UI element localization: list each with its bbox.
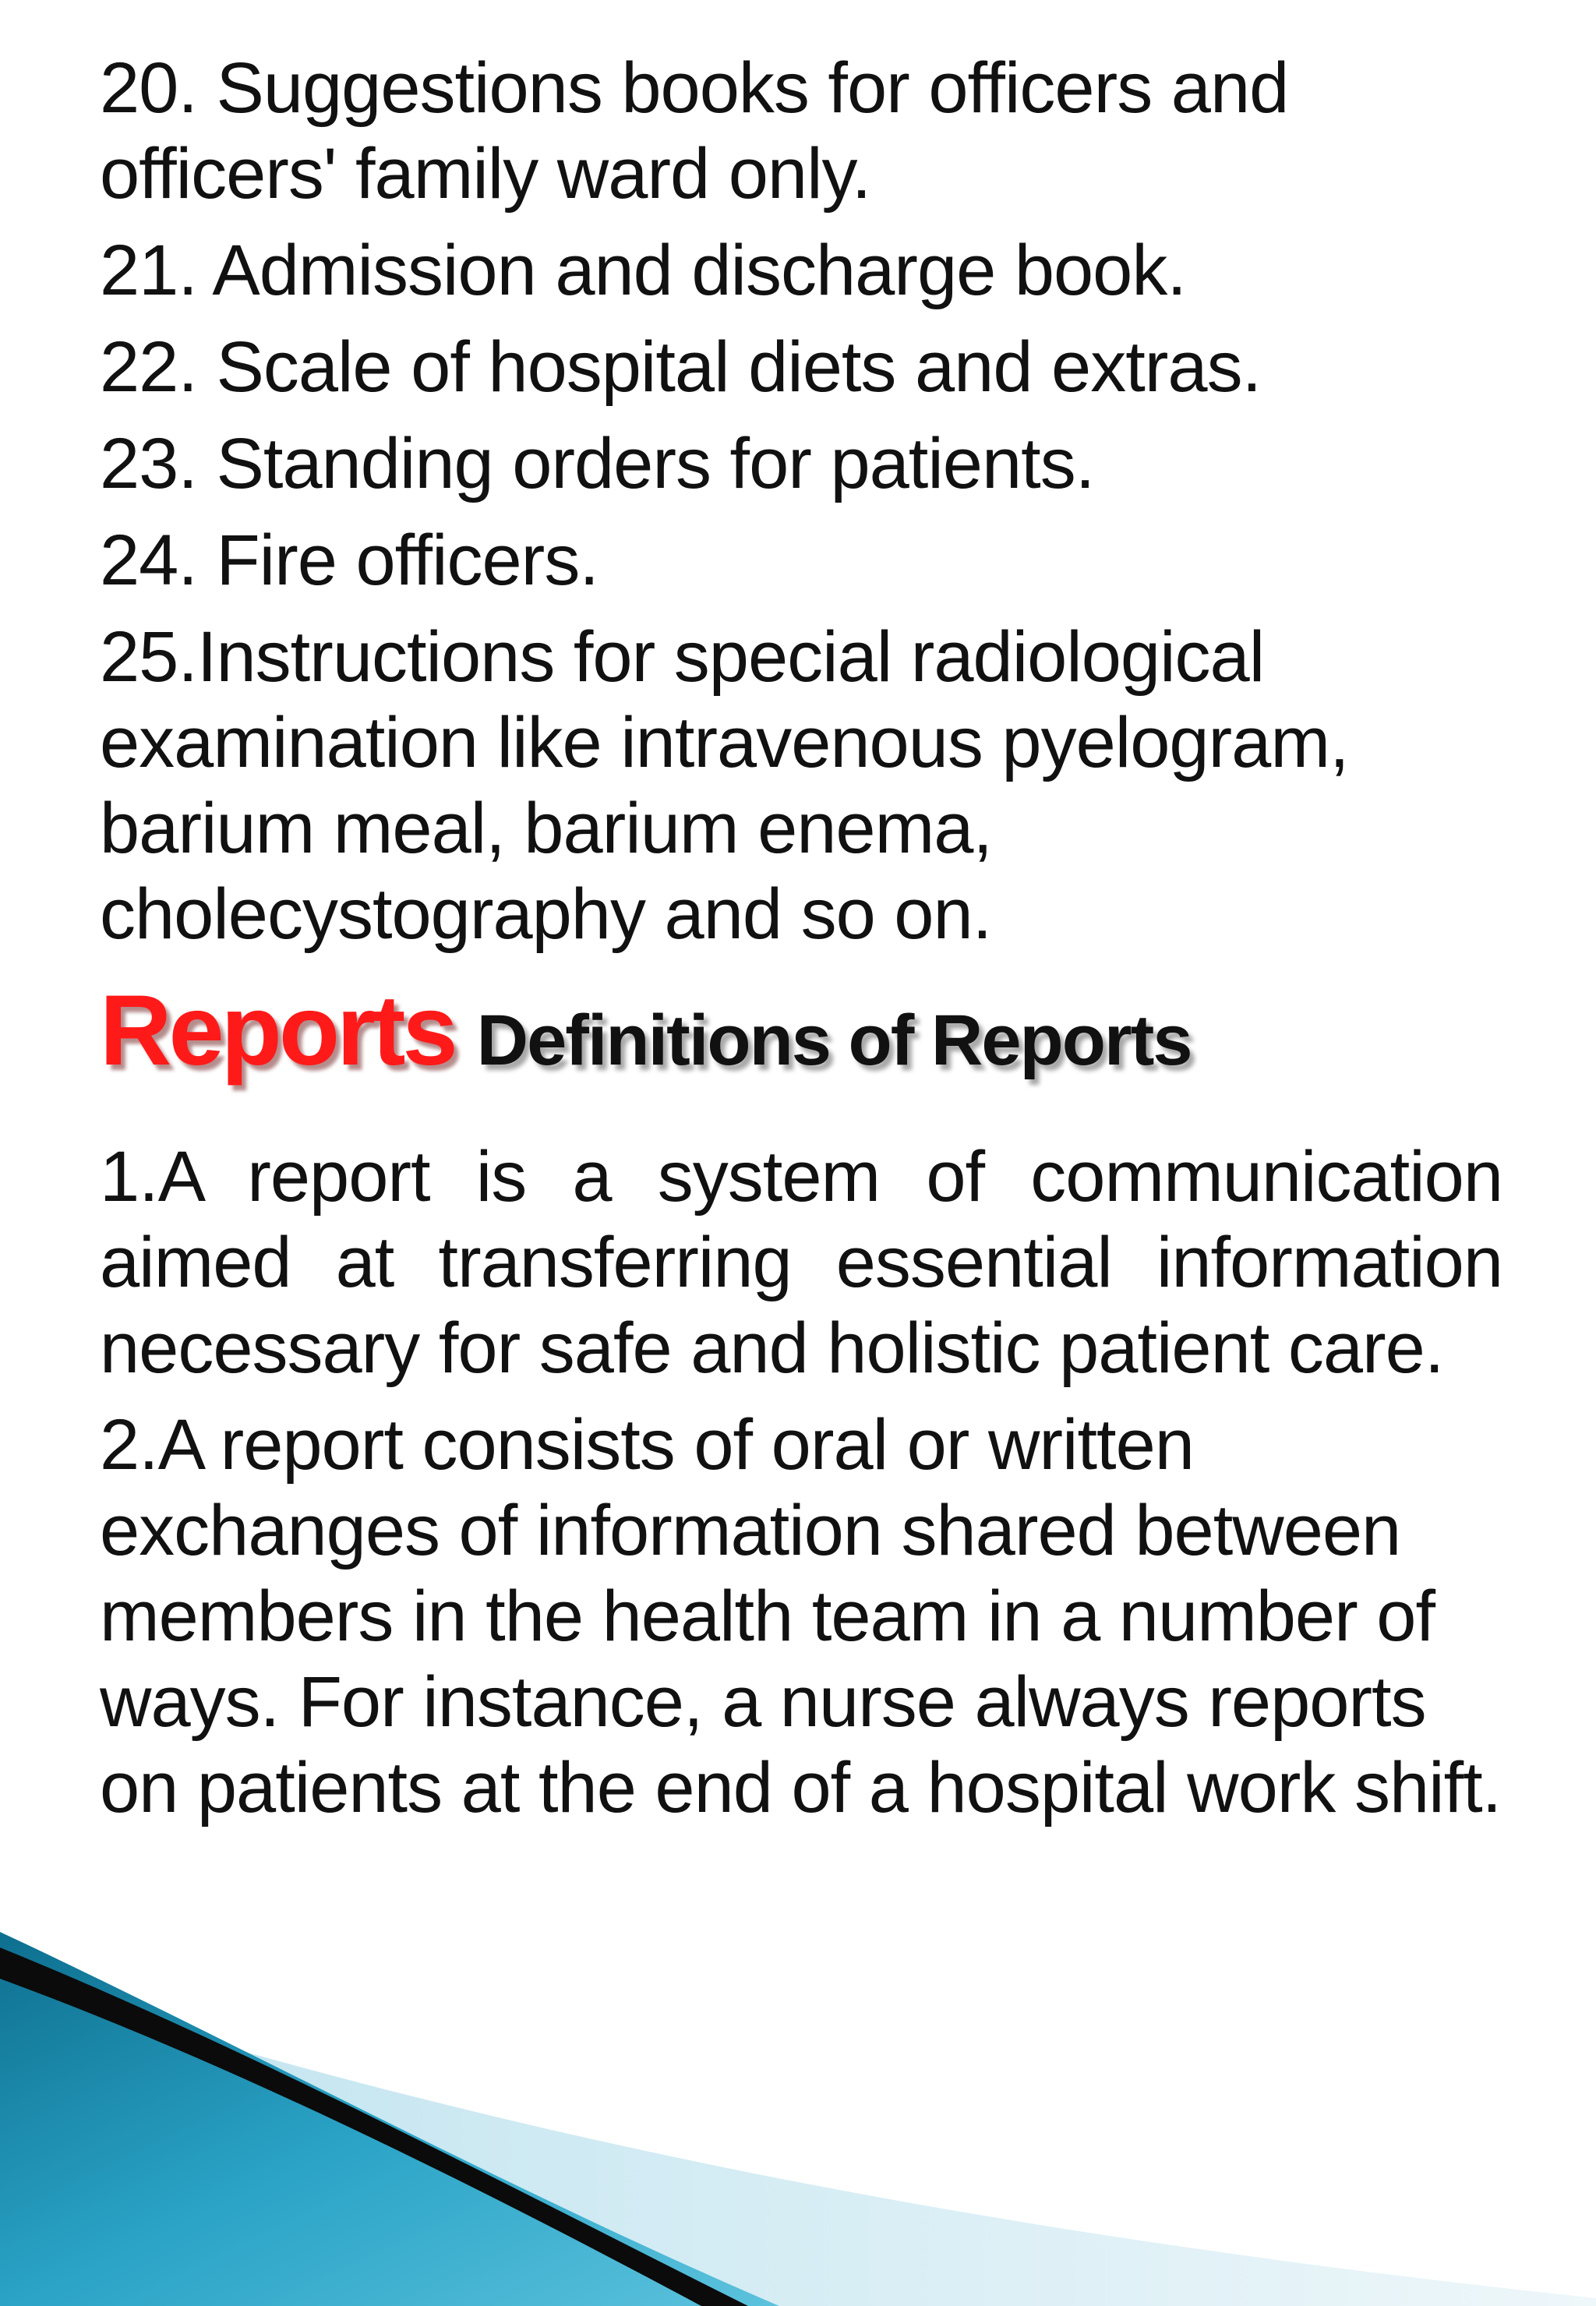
list-item-23: 23. Standing orders for patients. bbox=[100, 424, 1095, 503]
definition-1: 1.A report is a system of communication aimed at transferring essential information necessary for safe and holistic patient care. bbox=[100, 1137, 1502, 1388]
list-item-22: 22. Scale of hospital diets and extras. bbox=[100, 327, 1262, 407]
corner-swoosh-decoration bbox=[0, 1932, 1596, 2306]
definition-2: 2.A report consists of oral or written exchanges of information shared between members in the health team in a number of ways. For instance, a nurse always reports on patients at the end of a hospital work shift. bbox=[100, 1405, 1502, 1827]
list-item-21: 21. Admission and discharge book. bbox=[100, 231, 1186, 310]
section-heading bbox=[100, 973, 1502, 1120]
section-subtitle: Definitions of Reports bbox=[476, 1001, 1192, 1080]
list-item-25: 25.Instructions for special radiological examination like intravenous pyelogram, barium meal, barium enema, cholecystography and so on. bbox=[100, 617, 1349, 954]
list-item-24: 24. Fire officers. bbox=[100, 521, 598, 600]
slide-content bbox=[100, 45, 1502, 1842]
list-item-20: 20. Suggestions books for officers and officers' family ward only. bbox=[100, 48, 1289, 214]
section-title: Reports bbox=[100, 975, 455, 1086]
